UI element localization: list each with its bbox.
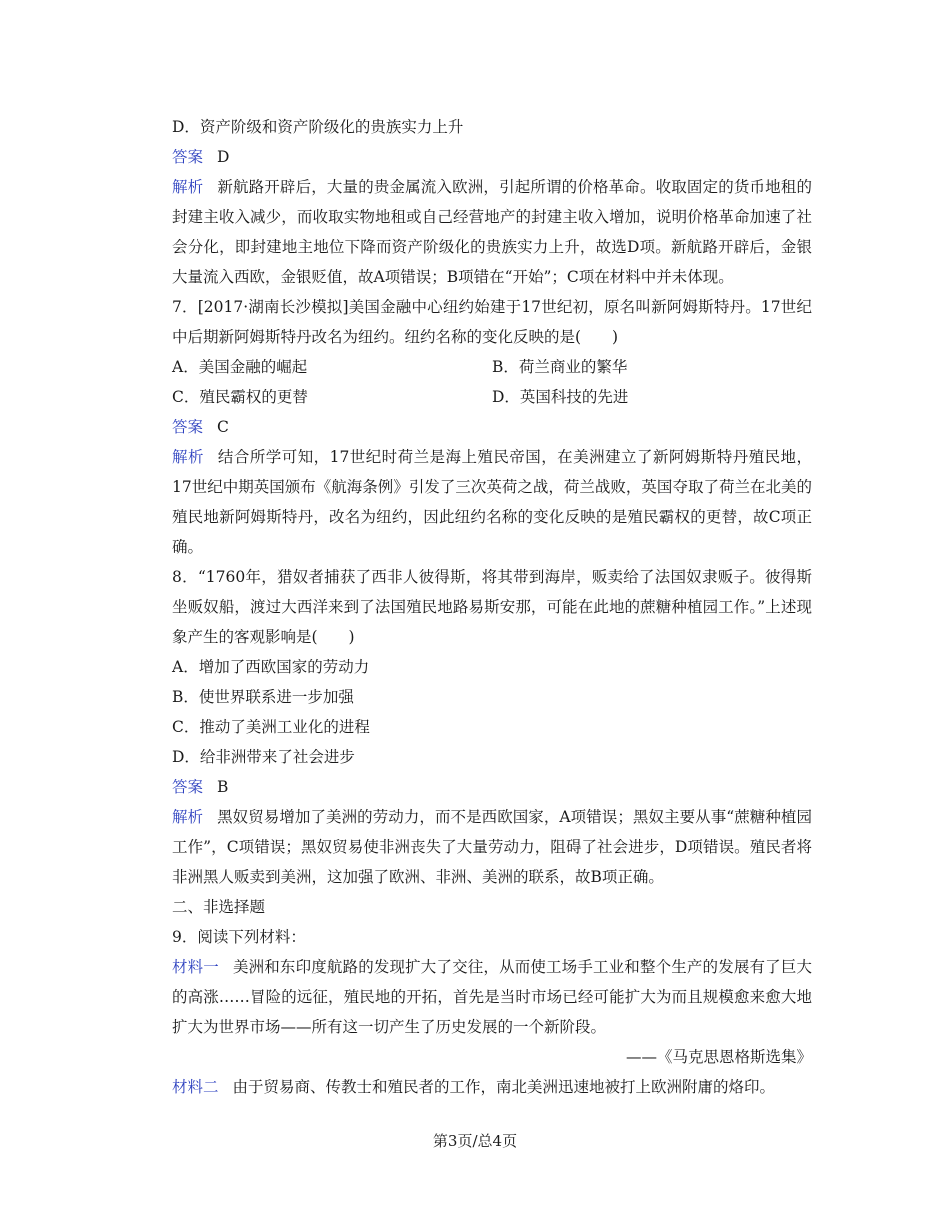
q8-analysis bbox=[140, 802, 812, 892]
material-2-text: 由于贸易商、传教士和殖民者的工作，南北美洲迅速地被打上欧洲附庸的烙印。 bbox=[232, 1078, 776, 1096]
answer-value: D bbox=[217, 148, 230, 166]
q7-option-c: C．殖民霸权的更替 bbox=[172, 388, 308, 406]
q8-stem: 8．“1760年，猎奴者捕获了西非人彼得斯，将其带到海岸，贩卖给了法国奴隶贩子。彼得斯坐贩奴船，渡过大西洋来到了法国殖民地路易斯安那，可能在此地的蔗糖种植园工作。”上述现象产生的客观影响是( ) bbox=[172, 568, 812, 646]
q8-option-a: A．增加了西欧国家的劳动力 bbox=[172, 658, 370, 676]
q9-material-1 bbox=[140, 952, 812, 1042]
q6-analysis bbox=[140, 172, 812, 292]
q8-option-c: C．推动了美洲工业化的进程 bbox=[172, 718, 370, 736]
q7-options-row-2 bbox=[140, 382, 812, 412]
q9-material-1-source: ——《马克思恩格斯选集》 bbox=[625, 1048, 812, 1066]
q8-option-d: D．给非洲带来了社会进步 bbox=[172, 748, 355, 766]
answer-value: B bbox=[217, 778, 229, 796]
q7-option-a: A．美国金融的崛起 bbox=[172, 358, 308, 376]
document-page bbox=[140, 112, 812, 1102]
analysis-label: 解析 bbox=[172, 448, 204, 466]
analysis-text: 黑奴贸易增加了美洲的劳动力，而不是西欧国家，A项错误；黑奴主要从事“蔗糖种植园工作”，C项错误；黑奴贸易使非洲丧失了大量劳动力，阻碍了社会进步，D项错误。殖民者将非洲黑人贩卖到美洲，这加强了欧洲、非洲、美洲的联系，故B项正确。 bbox=[172, 808, 812, 886]
section-title: 二、非选择题 bbox=[172, 898, 266, 916]
analysis-text: 结合所学可知，17世纪时荷兰是海上殖民帝国，在美洲建立了新阿姆斯特丹殖民地，17世纪中期英国颁布《航海条例》引发了三次英荷之战，荷兰战败，英国夺取了荷兰在北美的殖民地新阿姆斯特丹，改名为纽约，因此纽约名称的变化反映的是殖民霸权的更替，故C项正确。 bbox=[172, 448, 812, 556]
q7-option-d: D．英国科技的先进 bbox=[492, 388, 629, 406]
answer-value: C bbox=[217, 418, 229, 436]
q9-stem: 9．阅读下列材料： bbox=[172, 928, 306, 946]
q7-analysis bbox=[140, 442, 812, 562]
q8-answer bbox=[140, 772, 812, 802]
analysis-label: 解析 bbox=[172, 178, 204, 196]
q6-answer bbox=[140, 142, 812, 172]
q9-material-2 bbox=[140, 1072, 812, 1102]
material-1-text: 美洲和东印度航路的发现扩大了交往，从而使工场手工业和整个生产的发展有了巨大的高涨……冒险的远征，殖民地的开拓，首先是当时市场已经可能扩大为而且规模愈来愈大地扩大为世界市场——所有这一切产生了历史发展的一个新阶段。 bbox=[172, 958, 812, 1036]
analysis-text: 新航路开辟后，大量的贵金属流入欧洲，引起所谓的价格革命。收取固定的货币地租的封建主收入减少，而收取实物地租或自己经营地产的封建主收入增加，说明价格革命加速了社会分化，即封建地主地位下降而资产阶级化的贵族实力上升，故选D项。新航路开辟后，金银大量流入西欧，金银贬值，故A项错误；B项错在“开始”；C项在材料中并未体现。 bbox=[172, 178, 812, 286]
answer-label: 答案 bbox=[172, 148, 204, 166]
q8-option-b: B．使世界联系进一步加强 bbox=[172, 688, 354, 706]
answer-label: 答案 bbox=[172, 778, 204, 796]
q7-options-row-1 bbox=[140, 352, 812, 382]
material-1-label: 材料一 bbox=[172, 958, 219, 976]
q7-option-b: B．荷兰商业的繁华 bbox=[492, 358, 628, 376]
material-2-label: 材料二 bbox=[172, 1078, 219, 1096]
analysis-label: 解析 bbox=[172, 808, 204, 826]
answer-label: 答案 bbox=[172, 418, 204, 436]
q7-stem: 7．[2017·湖南长沙模拟]美国金融中心纽约始建于17世纪初，原名叫新阿姆斯特丹。17世纪中后期新阿姆斯特丹改名为纽约。纽约名称的变化反映的是( ) bbox=[172, 298, 812, 346]
q6-option-d: D．资产阶级和资产阶级化的贵族实力上升 bbox=[172, 118, 464, 136]
q7-answer bbox=[140, 412, 812, 442]
page-footer: 第3页/总4页 bbox=[432, 1132, 518, 1150]
